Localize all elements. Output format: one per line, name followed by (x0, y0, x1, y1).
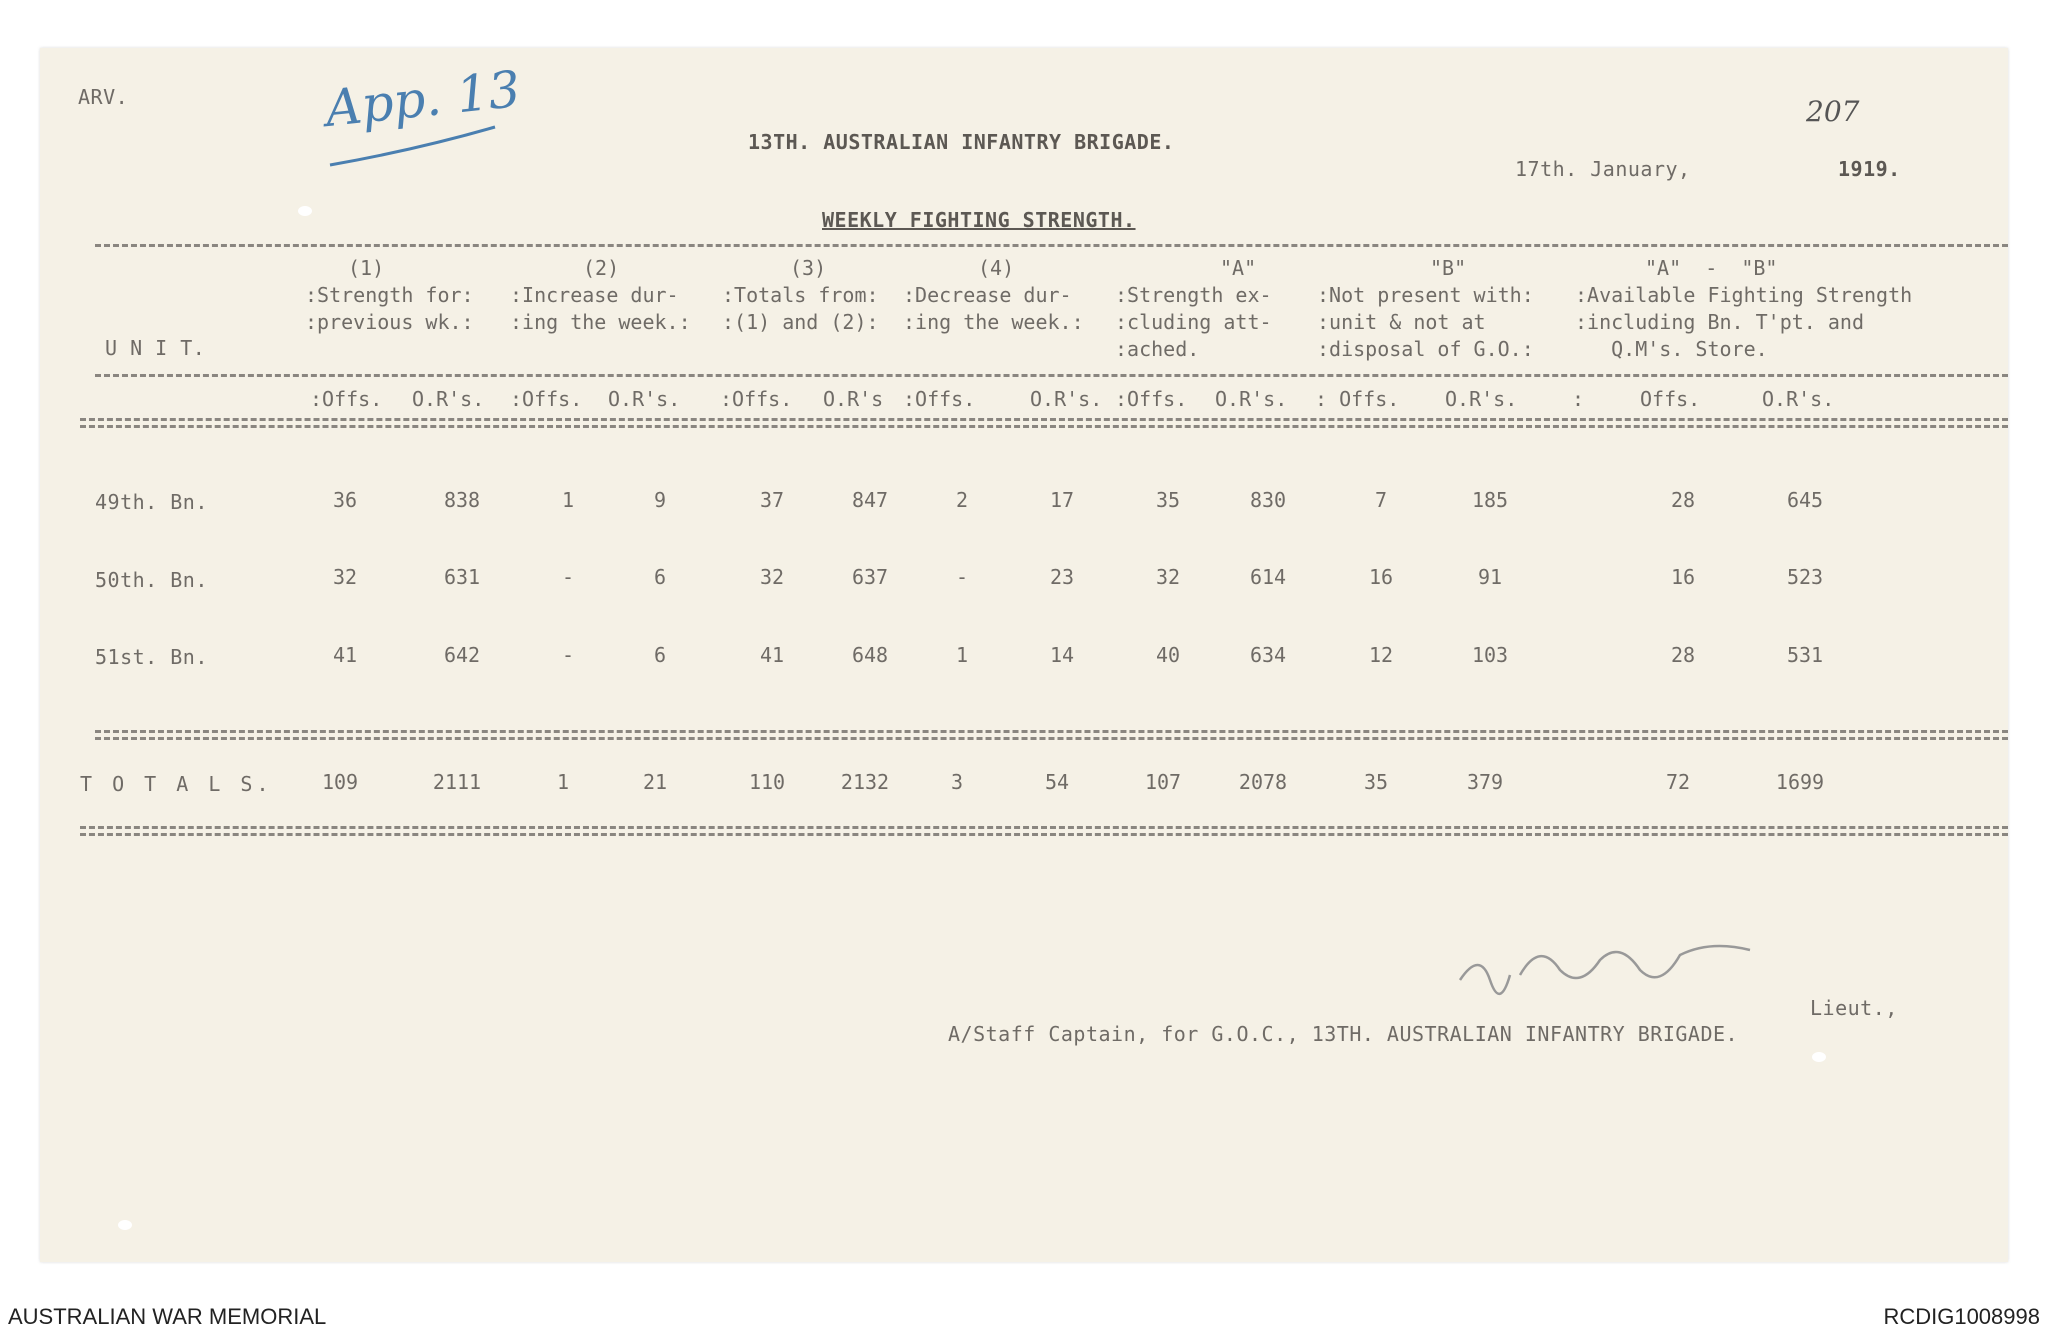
table-cell: 642 (443, 643, 481, 667)
punch-hole (298, 206, 312, 216)
table-cell: 9 (653, 488, 667, 512)
totals-cell: 1699 (1775, 770, 1825, 794)
table-cell: 40 (1155, 643, 1181, 667)
subheader-colon: : (1572, 387, 1585, 411)
table-cell: 32 (332, 565, 358, 589)
appendix-underline (325, 115, 505, 175)
group-b-number: "B" (1430, 256, 1467, 280)
totals-cell: 1 (556, 770, 570, 794)
totals-label: T O T A L S. (80, 772, 273, 796)
group-b-heading: :Not present with: :unit & not at :disposal of G.O.: (1317, 283, 1534, 361)
unit-name-51st: 51st. Bn. (95, 645, 208, 669)
totals-double-rule (95, 730, 2008, 740)
table-cell: 614 (1249, 565, 1287, 589)
table-cell: 631 (443, 565, 481, 589)
table-cell: 36 (332, 488, 358, 512)
table-cell: 185 (1471, 488, 1509, 512)
unit-name-50th: 50th. Bn. (95, 568, 208, 592)
table-cell: 28 (1670, 488, 1696, 512)
totals-cell: 72 (1665, 770, 1691, 794)
table-cell: 634 (1249, 643, 1287, 667)
table-top-rule (95, 244, 2008, 247)
punch-hole (118, 1220, 132, 1230)
totals-cell: 2078 (1238, 770, 1288, 794)
table-cell: 32 (759, 565, 785, 589)
signatory-rank: Lieut., (1810, 996, 1898, 1020)
group-4-heading: :Decrease dur- :ing the week.: (903, 283, 1084, 334)
subheader-ors: O.R's. (1762, 387, 1835, 411)
table-cell: 37 (759, 488, 785, 512)
group-1-number: (1) (348, 256, 385, 280)
table-cell: 41 (332, 643, 358, 667)
table-cell: - (561, 565, 575, 589)
group-a-heading: :Strength ex- :cluding att- :ached. (1115, 283, 1272, 361)
totals-cell: 2132 (840, 770, 890, 794)
table-cell: 41 (759, 643, 785, 667)
document-subtitle: WEEKLY FIGHTING STRENGTH. (822, 208, 1136, 232)
group-2-number: (2) (583, 256, 620, 280)
brigade-heading: 13TH. AUSTRALIAN INFANTRY BRIGADE. (748, 130, 1175, 154)
table-cell: 14 (1049, 643, 1075, 667)
unit-name-49th: 49th. Bn. (95, 490, 208, 514)
table-cell: 2 (955, 488, 969, 512)
subheader-ors: O.R's. (412, 387, 485, 411)
group-3-heading: :Totals from: :(1) and (2): (722, 283, 879, 334)
group-a-number: "A" (1220, 256, 1257, 280)
archive-id: RCDIG1008998 (1883, 1304, 2040, 1329)
table-cell: 847 (851, 488, 889, 512)
totals-cell: 110 (748, 770, 786, 794)
table-cell: 6 (653, 565, 667, 589)
group-ab-number: "A" - "B" (1645, 256, 1778, 280)
group-4-number: (4) (978, 256, 1015, 280)
handwritten-appendix-note: App. 13 (322, 59, 524, 139)
table-cell: 1 (561, 488, 575, 512)
date-day: 17th. January, (1515, 157, 1691, 181)
subheader-ors: O.R's. (608, 387, 681, 411)
table-cell: 12 (1368, 643, 1394, 667)
subheader-offs: :Offs. (510, 387, 583, 411)
totals-cell: 2111 (432, 770, 482, 794)
totals-cell: 379 (1466, 770, 1504, 794)
table-cell: 531 (1786, 643, 1824, 667)
totals-cell: 54 (1044, 770, 1070, 794)
table-cell: 28 (1670, 643, 1696, 667)
handwritten-signature (1450, 930, 1770, 1010)
subheader-offs: :Offs. (720, 387, 793, 411)
group-3-number: (3) (790, 256, 827, 280)
table-cell: 17 (1049, 488, 1075, 512)
signatory-title: A/Staff Captain, for G.O.C., 13TH. AUSTRALIAN INFANTRY BRIGADE. (948, 1022, 1739, 1046)
table-cell: - (561, 643, 575, 667)
table-cell: 23 (1049, 565, 1075, 589)
subheader-ors: O.R's. (1030, 387, 1103, 411)
archive-credit: AUSTRALIAN WAR MEMORIAL (8, 1304, 327, 1329)
table-cell: 16 (1670, 565, 1696, 589)
table-cell: 16 (1368, 565, 1394, 589)
subheader-ors: O.R's. (1445, 387, 1518, 411)
subheader-ors: O.R's. (1215, 387, 1288, 411)
table-cell: 35 (1155, 488, 1181, 512)
table-cell: 637 (851, 565, 889, 589)
subheader-offs: Offs. (1640, 387, 1701, 411)
totals-cell: 109 (321, 770, 359, 794)
header-divider-rule (95, 374, 2008, 377)
punch-hole (1812, 1052, 1826, 1062)
table-cell: 648 (851, 643, 889, 667)
file-reference: ARV. (78, 85, 129, 109)
subheader-offs: :Offs. (1115, 387, 1188, 411)
totals-cell: 21 (642, 770, 668, 794)
table-cell: 830 (1249, 488, 1287, 512)
date-year: 1919. (1838, 157, 1901, 181)
table-cell: - (955, 565, 969, 589)
table-cell: 103 (1471, 643, 1509, 667)
subheader-offs: :Offs. (903, 387, 976, 411)
subheader-ors: O.R's (823, 387, 884, 411)
totals-cell: 107 (1144, 770, 1182, 794)
unit-column-label: U N I T. (105, 336, 206, 360)
group-1-heading: :Strength for: :previous wk.: (305, 283, 474, 334)
table-cell: 6 (653, 643, 667, 667)
totals-cell: 35 (1363, 770, 1389, 794)
table-cell: 523 (1786, 565, 1824, 589)
page-number: 207 (1806, 95, 1860, 128)
table-cell: 645 (1786, 488, 1824, 512)
subheader-offs: : Offs. (1315, 387, 1400, 411)
table-cell: 32 (1155, 565, 1181, 589)
group-ab-heading: :Available Fighting Strength :including Bn. T'pt. and Q.M's. Store. (1575, 283, 1913, 361)
subheader-double-rule (80, 418, 2008, 428)
group-2-heading: :Increase dur- :ing the week.: (510, 283, 691, 334)
subheader-offs: :Offs. (310, 387, 383, 411)
table-cell: 91 (1477, 565, 1503, 589)
table-cell: 838 (443, 488, 481, 512)
totals-cell: 3 (950, 770, 964, 794)
bottom-double-rule (80, 826, 2008, 836)
table-cell: 7 (1374, 488, 1388, 512)
table-cell: 1 (955, 643, 969, 667)
